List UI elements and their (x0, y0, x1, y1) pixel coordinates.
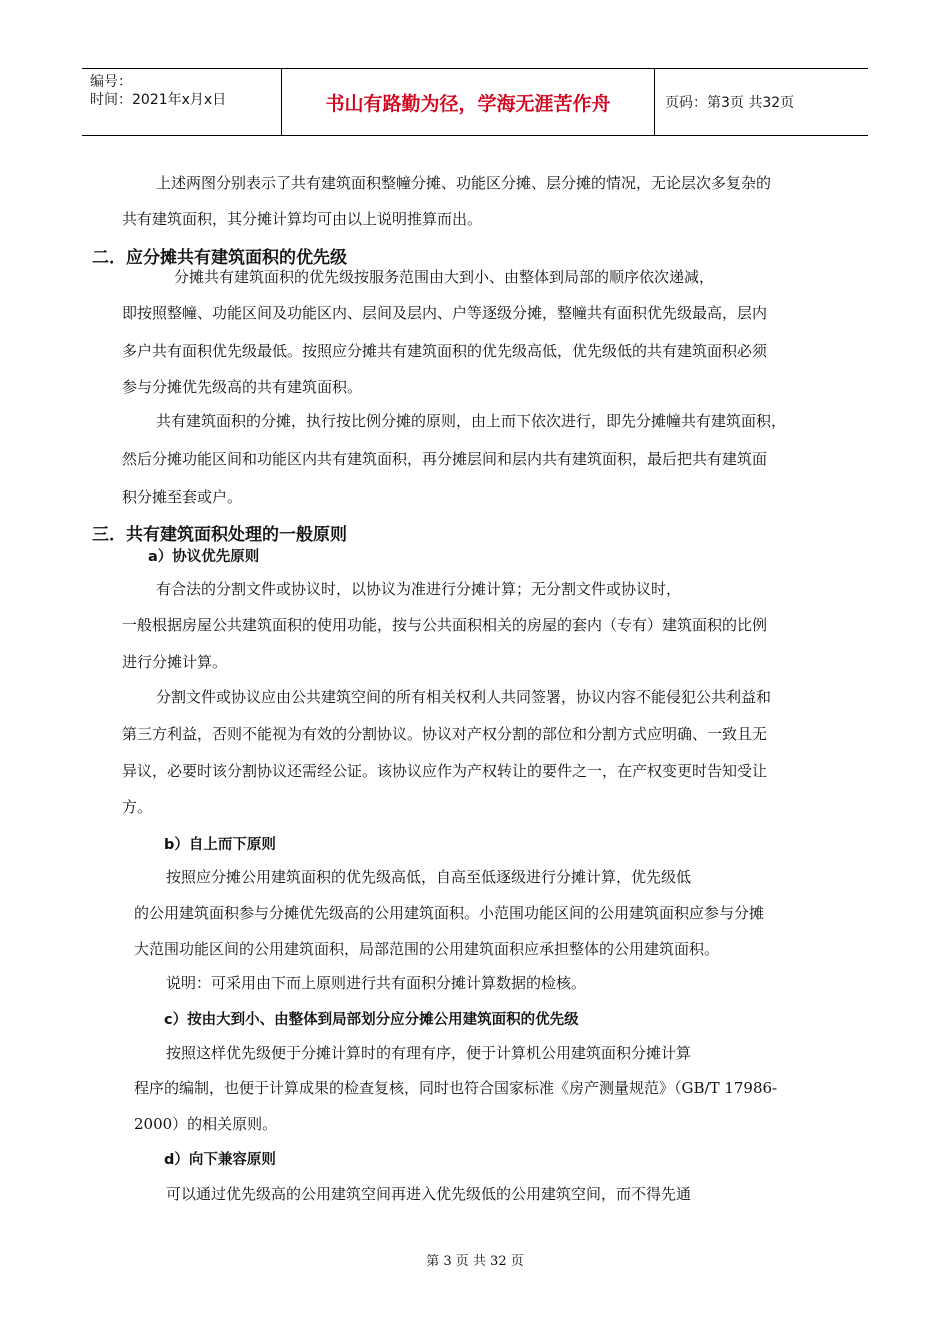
paragraph-line: 按照应分摊公用建筑面积的优先级高低，自高至低逐级进行分摊计算，优先级低 (166, 868, 692, 886)
paragraph-line: 分摊共有建筑面积的优先级按服务范围由大到小、由整体到局部的顺序依次递减， (174, 268, 715, 286)
paragraph-line: 然后分摊功能区间和功能区内共有建筑面积，再分摊层间和层内共有建筑面积，最后把共有建筑面 (122, 450, 768, 468)
paragraph-line: 多户共有面积优先级最低。按照应分摊共有建筑面积的优先级高低，优先级低的共有建筑面积必须 (122, 342, 768, 360)
paragraph-line: 大范围功能区间的公用建筑面积，局部范围的公用建筑面积应承担整体的公用建筑面积。 (134, 940, 720, 958)
header-meta (82, 69, 282, 135)
paragraph-line: 积分摊至套或户。 (122, 488, 243, 506)
paragraph-line: 可以通过优先级高的公用建筑空间再进入优先级低的公用建筑空间，而不得先通 (166, 1185, 692, 1203)
paragraph-line: 按照这样优先级便于分摊计算时的有理有序，便于计算机公用建筑面积分摊计算 (166, 1044, 692, 1062)
time-label: 时间：2021年x月x日 (90, 92, 227, 108)
subsection-heading-d: d）向下兼容原则 (164, 1152, 276, 1168)
paragraph-line: 分割文件或协议应由公共建筑空间的所有相关权利人共同签署，协议内容不能侵犯公共利益和 (156, 688, 772, 706)
paragraph-line: 即按照整幢、功能区间及功能区内、层间及层内、户等逐级分摊，整幢共有面积优先级最高，层内 (122, 304, 768, 322)
paragraph-line: 共有建筑面积，其分摊计算均可由以上说明推算而出。 (122, 210, 483, 228)
subsection-heading-c: c）按由大到小、由整体到局部划分应分摊公用建筑面积的优先级 (164, 1012, 579, 1028)
header-motto: 书山有路勤为径，学海无涯苦作舟 (282, 69, 655, 135)
page-footer: 第 3 页 共 32 页 (426, 1254, 524, 1269)
paragraph-line: 参与分摊优先级高的共有建筑面积。 (122, 378, 363, 396)
page-header (82, 68, 868, 136)
section-heading-3: 三．共有建筑面积处理的一般原则 (92, 525, 347, 545)
paragraph-line: 有合法的分割文件或协议时，以协议为准进行分摊计算；无分割文件或协议时， (156, 580, 682, 598)
subsection-heading-b: b）自上而下原则 (164, 837, 276, 853)
paragraph-line: 的公用建筑面积参与分摊优先级高的公用建筑面积。小范围功能区间的公用建筑面积应参与分摊 (134, 904, 765, 922)
section-heading-2: 二．应分摊共有建筑面积的优先级 (92, 248, 347, 268)
note-line: 说明：可采用由下而上原则进行共有面积分摊计算数据的检核。 (166, 974, 587, 992)
header-page-info: 页码：第3页 共32页 (665, 95, 795, 111)
paragraph-line: 一般根据房屋公共建筑面积的使用功能，按与公共面积相关的房屋的套内（专有）建筑面积的比例 (122, 616, 768, 634)
paragraph-line: 程序的编制，也便于计算成果的检查复核，同时也符合国家标准《房产测量规范》（GB/T 17986- (134, 1079, 778, 1097)
paragraph-line: 方。 (122, 798, 153, 816)
number-label: 编号： (90, 74, 132, 90)
subsection-heading-a: a）协议优先原则 (148, 549, 260, 565)
paragraph-line: 上述两图分别表示了共有建筑面积整幢分摊、功能区分摊、层分摊的情况，无论层次多复杂的 (156, 174, 772, 192)
paragraph-line: 异议，必要时该分割协议还需经公证。该协议应作为产权转让的要件之一，在产权变更时告知受让 (122, 762, 768, 780)
paragraph-line: 2000）的相关原则。 (134, 1115, 278, 1133)
paragraph-line: 第三方利益，否则不能视为有效的分割协议。协议对产权分割的部位和分割方式应明确、一致且无 (122, 725, 768, 743)
paragraph-line: 进行分摊计算。 (122, 653, 228, 671)
paragraph-line: 共有建筑面积的分摊，执行按比例分摊的原则，由上而下依次进行，即先分摊幢共有建筑面积， (156, 412, 787, 430)
